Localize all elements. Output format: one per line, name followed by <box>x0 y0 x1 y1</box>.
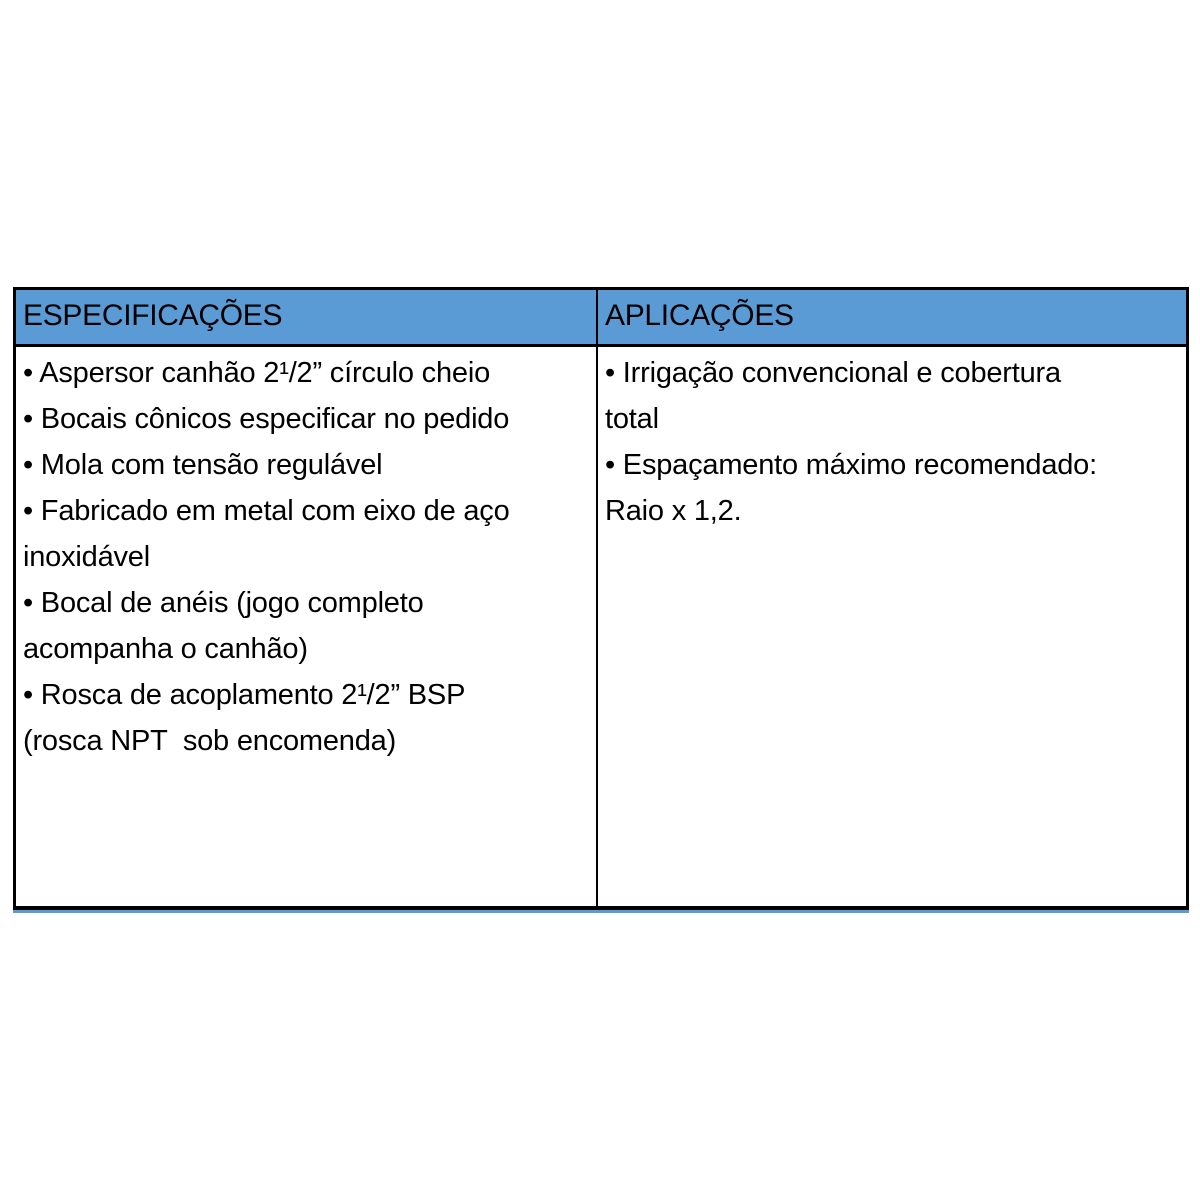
spec-line-continuation: (rosca NPT sob encomenda) <box>23 725 397 757</box>
application-line: • Irrigação convencional e cobertura <box>605 357 1061 389</box>
spec-line-continuation: inoxidável <box>23 541 150 573</box>
spec-line-continuation: acompanha o canhão) <box>23 633 308 665</box>
spec-line: • Bocal de anéis (jogo completo <box>23 587 424 619</box>
spec-line: • Rosca de acoplamento 2¹/2” BSP <box>23 679 466 711</box>
table-header-row <box>16 290 1186 347</box>
spec-line: • Bocais cônicos especificar no pedido <box>23 403 510 435</box>
spec-table <box>13 287 1189 910</box>
spec-line: • Fabricado em metal com eixo de aço <box>23 495 510 527</box>
application-line-continuation: total <box>605 403 659 435</box>
header-cell-aplicacoes <box>598 290 1186 344</box>
header-label-especificacoes: ESPECIFICAÇÕES <box>23 299 283 332</box>
table-body-row <box>16 347 1186 906</box>
application-line: • Espaçamento máximo recomendado: <box>605 449 1097 481</box>
aplicacoes-cell <box>598 347 1186 906</box>
especificacoes-cell <box>16 347 598 906</box>
next-row-blue-strip <box>13 910 1189 913</box>
header-cell-especificacoes <box>16 290 598 344</box>
header-label-aplicacoes: APLICAÇÕES <box>605 299 794 332</box>
spec-line: • Aspersor canhão 2¹/2” círculo cheio <box>23 357 490 389</box>
application-line-continuation: Raio x 1,2. <box>605 495 742 527</box>
spec-line: • Mola com tensão regulável <box>23 449 383 481</box>
